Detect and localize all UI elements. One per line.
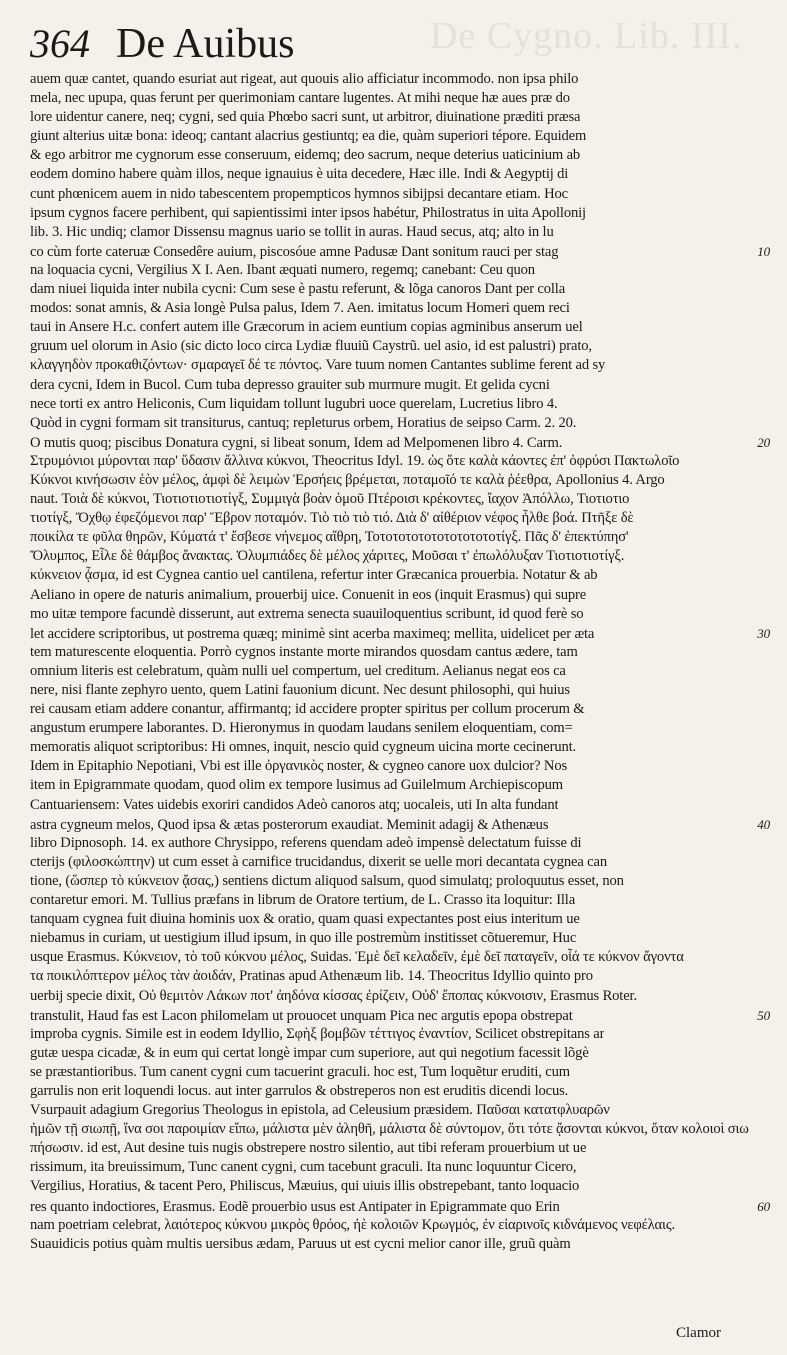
line-text: ἡμῶν τῇ σιωπῇ, ἵνα σοι παροιμίαν εἴπω, μάλιστα μὲν ἀληθῆ, μάλιστα δὲ σύντομον, ὅτι τότε ᾄσονται κύκνοι, ὅταν κολοιοὶ σιω (30, 1121, 749, 1138)
line-text: Στρυμόνιοι μύρονται παρ' ὕδασιν ἄλλινα κύκνοι, Theocritus Idyl. 19. ὡς ὅτε καλὰ κάοντες ἐπ' ὀφρύσι Πακτωλοῖο (30, 452, 680, 469)
text-line (30, 547, 770, 566)
line-text: lore uidentur canere, neq; cygni, sed quia Phœbo sacri sunt, ut arbitror, diuinatione præditi præsa (30, 109, 581, 126)
text-line (30, 776, 770, 795)
line-text: Quòd in cygni formam sit transiturus, cantuq; repleturus orbem, Horatius de seipso Carm. 2. 20. (30, 414, 577, 431)
line-text: nece torti ex antro Heliconis, Cum liquidam tollunt lugubri uoce querelam, Lucretius libro 4. (30, 395, 558, 412)
margin-line-number: 20 (757, 434, 770, 450)
line-text: taui in Ansere H.c. confert autem ille Græcorum in aciem euntium copias agminibus anserum uel (30, 319, 583, 336)
line-text: κύκνειον ᾆσμα, id est Cygnea cantio uel cantilena, refertur inter Græcanica prouerbia. Notatur & ab (30, 567, 598, 584)
line-text: lib. 3. Hic undiq; clamor Dissensu magnus uario se tollit in auras. Haud secus, atq; alto in lu (30, 223, 554, 240)
text-line (30, 452, 770, 471)
text-line (30, 738, 770, 757)
text-line (30, 1235, 770, 1254)
text-line (30, 1025, 770, 1044)
text-line (30, 1197, 770, 1216)
line-text: niebamus in curiam, ut uestigium illud ipsum, in quo ille postremùm institisset cõtueremur, Huc (30, 930, 577, 947)
text-line (30, 1139, 770, 1158)
text-line (30, 223, 770, 242)
text-line (30, 872, 770, 891)
line-text: ipsum cygnos facere perhibent, qui sapientissimi inter ipsos habétur, Philostratus in uita Apollonij (30, 204, 586, 221)
line-text: tanquam cygnea fuit diuina hominis uox & oratio, quam quasi expectantes post eius interitum ue (30, 911, 580, 928)
line-text: eodem domino habere quàm illos, neque ignauius è uita decedere, Hæc ille. Indi & Aegyptij di (30, 166, 569, 183)
text-line (30, 796, 770, 815)
text-line (30, 700, 770, 719)
line-text: Ὄλυμπος, Εἷλε δὲ θάμβος ἄνακτας. Ὀλυμπιάδες δὲ μέλος χάριτες, Μοῦσαι τ' ἐπωλόλυξαν Τιοτιοτιοτίγξ. (30, 548, 625, 565)
text-line (30, 318, 770, 337)
text-line (30, 1101, 770, 1120)
text-line (30, 891, 770, 910)
text-line (30, 356, 770, 375)
text-line (30, 929, 770, 948)
line-text: Κύκνοι κινήσωσιν ἑὸν μέλος, ἀμφὶ δὲ λειμὼν Ἑρσήεις βρέμεται, ποταμοῖό τε καλὰ ῥέεθρα, Apollonius 4. Argo (30, 471, 665, 488)
line-text: memoratis aliquot scriptoribus: Hi omnes, inquit, nescio quid cygneum uicina morte cecinerunt. (30, 739, 577, 756)
line-text: mela, nec upupa, quas ferunt per querimoniam cantare lugentes. At mihi neque hæ aues præ do (30, 90, 570, 107)
margin-line-number: 60 (757, 1198, 770, 1214)
line-text: auem quæ cantet, quando esuriat aut rigeat, aut quouis alio afficiatur incommodo. non ipsa philo (30, 71, 579, 87)
line-text: πήσωσιν. id est, Aut desine tuis nugis obstrepere nostro silentio, aut tibi referam prouerbium ut ue (30, 1140, 587, 1157)
text-line (30, 108, 770, 127)
line-text: τα ποικιλόπτερον μέλος τὰν ἀοιδάν, Pratinas apud Athenæum lib. 14. Theocritus Idyllio quinto pro (30, 968, 593, 985)
text-line (30, 509, 770, 528)
body-text (30, 70, 770, 1254)
line-text: mo uitæ tempore facundè disserunt, aut extrema senecta suauiloquentius scribunt, id quod ferè so (30, 605, 584, 622)
text-line (30, 204, 770, 223)
text-line (30, 1120, 770, 1139)
line-text: gruum uel olorum in Asio (sic dicto loco circa Lydiæ fluuiũ Caystrũ. uel asio, id est palustri) prato, (30, 338, 592, 355)
text-line (30, 1177, 770, 1196)
line-text: rei causam etiam addere conantur, affirmantq; id accidere propter spiritus per collum procerum & (30, 701, 585, 718)
line-text: cterijs (φιλοσκώπτην) ut cum esset à carnifice trucidandus, dixerit se uelle mori decantata cygnea can (30, 853, 607, 870)
page-number: 364 (30, 21, 90, 66)
line-text: gutæ uespa cicadæ, & in eum qui certat longè impar cum superiore, aut qui negotium facessit lõgè (30, 1044, 589, 1061)
line-text: nam poetriam celebrat, λαιότερος κύκνου μικρὸς θρόος, ἠὲ κολοιῶν Κρωγμός, ἐν εἰαρινοῖς κιδνάμενος νεφέλαις. (30, 1216, 675, 1233)
line-text: let accidere scriptoribus, ut postrema quæq; minimè sint acerba maximeq; mellita, uidelicet per æta (30, 625, 595, 642)
line-text: co cùm forte cateruæ Consedêre auium, piscosóue amne Padusæ Dant sonitum rauci per stag (30, 243, 559, 260)
line-text: ποικίλα τε φῦλα θηρῶν, Κύματά τ' ἔσβεσε νήνεμος αἴθρη, Τοτοτοτοτοτοτοτοτοτοτίγξ. Πᾶς δ' ἐπεκτύπησ' (30, 529, 629, 546)
text-line (30, 681, 770, 700)
text-line (30, 242, 770, 261)
text-line (30, 910, 770, 929)
line-text: nere, nisi flante zephyro uento, quem Latini fauonium dicunt. Nec desunt philosophi, qui huius (30, 682, 570, 698)
text-line (30, 586, 770, 605)
text-line (30, 89, 770, 108)
line-text: res quanto indoctiores, Erasmus. Eodẽ prouerbio usus est Antipater in Epigrammate quo Erin (30, 1198, 560, 1215)
line-text: O mutis quoq; piscibus Donatura cygni, si libeat sonum, Idem ad Melpomenen libro 4. Carm. (30, 434, 563, 451)
line-text: na loquacia cycni, Vergilius X I. Aen. Ibant æquati numero, regemq; canebant: Ceu quon (30, 261, 535, 278)
line-text: τιοτίγξ, Ὄχθῳ ἐφεζόμενοι παρ' Ἕβρον ποταμόν. Τιὸ τιὸ τιὸ τιό. Διὰ δ' αἰθέριον νέφος ἦλθε βοά. Πτῆξε δὲ (30, 510, 634, 527)
text-line (30, 433, 770, 452)
line-text: angustum erumpere laborantes. D. Hieronymus in quodam laudans senilem eloquentiam, com= (30, 720, 573, 737)
catchword: Clamor (676, 1325, 721, 1341)
text-line (30, 146, 770, 165)
text-line (30, 624, 770, 643)
text-line (30, 395, 770, 414)
text-line (30, 757, 770, 776)
text-line (30, 261, 770, 280)
text-line (30, 414, 770, 433)
line-text: Aeliano in opere de naturis animalium, prouerbij uice. Conuenit in eos (inquit Erasmus) qui supre (30, 586, 587, 603)
text-line (30, 643, 770, 662)
text-line (30, 662, 770, 681)
line-text: usque Erasmus. Κύκνειον, τὸ τοῦ κύκνου μέλος, Suidas. Ἐμὲ δεῖ κελαδεῖν, ἐμὲ δεῖ παταγεῖν, οἷά τε κύκνον ἄγοντα (30, 949, 684, 966)
text-line (30, 834, 770, 853)
text-line (30, 853, 770, 872)
text-line (30, 376, 770, 395)
line-text: garrulis non erit loquendi locus. aut inter garrulos & obstreperos non est eruditis dicendi locus. (30, 1082, 569, 1099)
text-line (30, 566, 770, 585)
line-text: dera cycni, Idem in Bucol. Cum tuba depresso grauiter sub murmure mugit. Et gelida cycni (30, 376, 550, 393)
text-line (30, 1006, 770, 1025)
text-line (30, 127, 770, 146)
text-line (30, 948, 770, 967)
line-text: se præstantioribus. Tum canent cygni cum tacuerint graculi. hoc est, Tum loquẽtur eruditi, cum (30, 1063, 570, 1080)
line-text: uerbij specie dixit, Οὐ θεμιτὸν Λάκων ποτ' ἀηδόνα κίσσας ἐρίζειν, Οὐδ' ἔποπας κύκνοισιν, Erasmus Roter. (30, 987, 637, 1004)
line-text: dam niuei liquida inter nubila cycni: Cum sese è pastu referunt, & lõga canoros Dant per colla (30, 281, 566, 298)
line-text: giunt alterius uitæ bona: ideoq; cantant alacrius gestiuntq; ea die, quàm superiori tépore. Equidem (30, 128, 587, 145)
text-line (30, 1082, 770, 1101)
text-line (30, 185, 770, 204)
text-line (30, 299, 770, 318)
text-line (30, 490, 770, 509)
line-text: item in Epigrammate quodam, quod olim ex tempore lusimus ad Guilelmum Archiepiscopum (30, 777, 563, 794)
margin-line-number: 10 (757, 243, 770, 259)
text-line (30, 967, 770, 986)
line-text: & ego arbitror me cygnorum esse conseruum, eidemq; deo sacrum, neque deterius uaticinium ab (30, 147, 581, 164)
text-line (30, 815, 770, 834)
line-text: rissimum, ita breuissimum, Tunc canent cygni, cum tacebunt graculi. Ita nunc loquuntur Cicero, (30, 1159, 577, 1176)
text-line (30, 337, 770, 356)
line-text: libro Dipnosoph. 14. ex authore Chrysippo, referens quendam adeò impensè delectatum fuisse di (30, 834, 582, 851)
running-title: De Auibus (116, 21, 295, 67)
text-line (30, 1216, 770, 1235)
line-text: tem maturescente eloquentia. Porrò cygnos instante morte mirandos quosdam cantus ædere, tam (30, 643, 578, 660)
text-line (30, 719, 770, 738)
running-head (30, 14, 295, 74)
line-text: Idem in Epitaphio Nepotiani, Vbi est ille ὀργανικὸς noster, & cygneo canore uox dulcior? Nos (30, 758, 567, 775)
line-text: Suauidicis potius quàm multis uersibus ædam, Paruus ut est cycni melior canor ille, gruũ quàm (30, 1235, 571, 1252)
line-text: omnium literis est celebratum, quàm nulli uel compertum, uel creditum. Aelianus negat eos ca (30, 662, 566, 679)
text-line (30, 1063, 770, 1082)
line-text: tione, (ὥσπερ τὸ κύκνειον ᾄσας,) sentiens dictum aliquod salsum, quod simulatq; proloquutus esset, non (30, 872, 624, 889)
text-line (30, 605, 770, 624)
text-line (30, 528, 770, 547)
margin-line-number: 50 (757, 1007, 770, 1023)
line-text: cunt phœnicem auem in nido tabescentem propempticos hymnos sibijpsi decantare etiam. Hoc (30, 185, 568, 202)
line-text: modos: sonat amnis, & Asia longè Pulsa palus, Idem 7. Aen. imitatus locum Homeri quem reci (30, 300, 570, 317)
line-text: Cantuariensem: Vates uidebis exoriri candidos Adeò canoros atq; uocaleis, uti In alta fundant (30, 796, 559, 813)
text-line (30, 165, 770, 184)
margin-line-number: 30 (757, 625, 770, 641)
line-text: transtulit, Haud fas est Lacon philomelam ut prouocet unquam Pica nec argutis epopa obstrepat (30, 1007, 573, 1024)
line-text: Vsurpauit adagium Gregorius Theologus in epistola, ad Celeusium præsidem. Παῦσαι κατατφλυαρῶν (30, 1102, 610, 1119)
line-text: naut. Τοιὰ δὲ κύκνοι, Τιοτιοτιοτιοτίγξ, Συμμιγὰ βοὰν ὁμοῦ Πτέροισι κρέκοντες, ἴαχον Ἀπόλλω, Τιοτιοτιο (30, 491, 630, 508)
line-text: Vergilius, Horatius, & tacent Pero, Philiscus, Mæuius, qui uiuis illis obstrepebant, tanto loquacio (30, 1178, 580, 1195)
text-line (30, 987, 770, 1006)
line-text: contaretur emori. M. Tullius præfans in librum de Oratore tertium, de L. Crasso ita loquitur: Illa (30, 892, 576, 909)
text-line (30, 70, 770, 89)
text-line (30, 1158, 770, 1177)
line-text: κλαγγηδὸν προκαθιζόντων· σμαραγεῖ δέ τε πόντος. Vare tuum nomen Cantantes sublime ferent ad sy (30, 357, 606, 374)
text-line (30, 471, 770, 490)
show-through-header: De Cygno. Lib. III. (430, 15, 743, 57)
line-text: improba cygnis. Simile est in eodem Idyllio, Σφὴξ βομβῶν τέττιγος ἐναντίον, Scilicet obstrepitans ar (30, 1025, 605, 1042)
line-text: astra cygneum melos, Quod ipsa & ætas posterorum exaudiat. Meminit adagij & Athenæus (30, 816, 549, 833)
margin-line-number: 40 (757, 816, 770, 832)
text-line (30, 280, 770, 299)
text-line (30, 1044, 770, 1063)
